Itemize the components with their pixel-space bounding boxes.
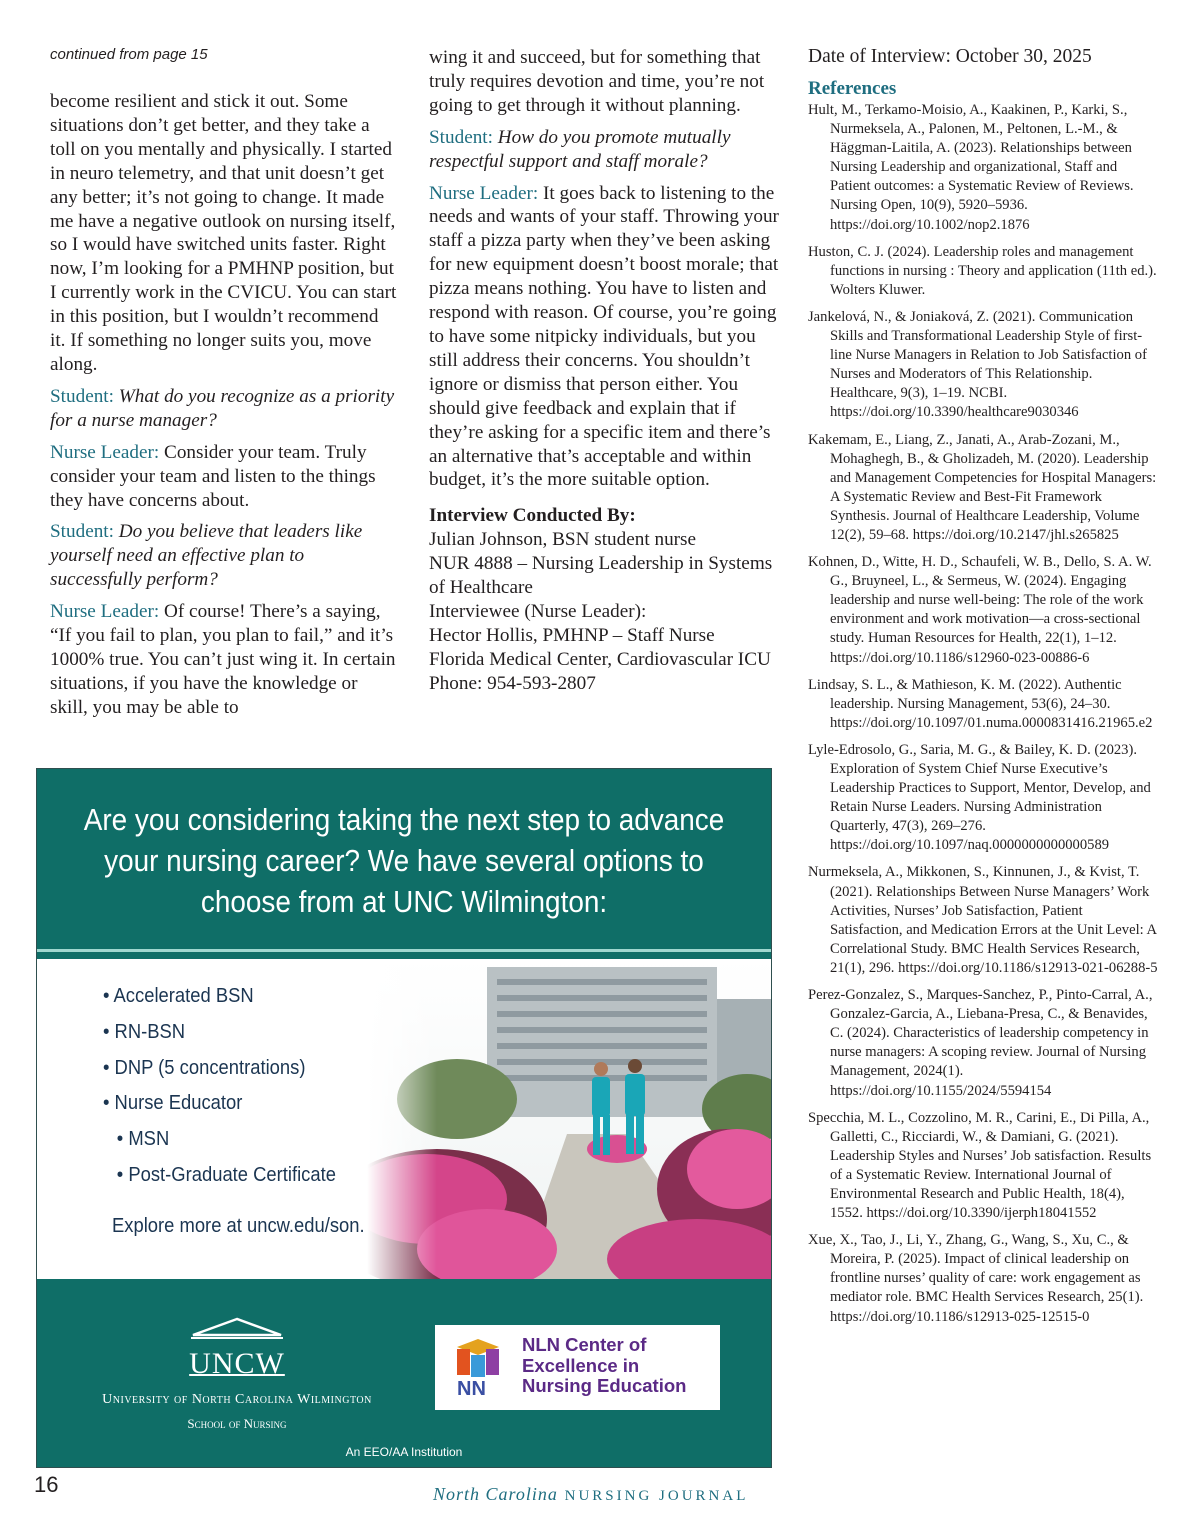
eeo-statement: An EEO/AA Institution [345,1445,463,1459]
speaker-label: Student: [429,126,493,148]
question [50,385,398,433]
speaker-label: Student: [50,521,114,543]
program-list [103,979,336,1194]
program-item: • RN-BSN [103,1020,186,1043]
reference-entry: Specchia, M. L., Cozzolino, M. R., Carini, E., Di Pilla, A., Galletti, C., Ricciardi, W., & Damiani, G. (2021). Leadership Styles and Nurses’ Job satisfaction. Results of a Systematic Review. International Journal of Environmental Research and Public Health, 18(4), 1552. https://doi.org/10.3390/ijerph18041552 [808,1109,1152,1222]
nln-line: NLN Center of [522,1334,647,1355]
university-name: University of North Carolina Wilmington [102,1392,372,1407]
question [50,520,398,592]
speaker-label: Student: [50,385,114,407]
program-item: • DNP (5 concentrations) [103,1056,306,1079]
ad-content-panel [37,959,771,1279]
journal-caps: NURSING JOURNAL [564,1488,749,1504]
program-subitem: • Post-Graduate Certificate [116,1163,336,1186]
reference-entry: Lindsay, S. L., & Mathieson, K. M. (2022). Authentic leadership. Nursing Management, 53(6), 24–30. https://doi.org/10.1097/01.numa.0000831416.21965.e2 [808,676,1153,731]
article-column-1 [50,44,398,720]
conducted-line: Hector Hollis, PMHNP – Staff Nurse [429,624,715,646]
nln-text [522,1335,686,1397]
answer-text: Of course! There’s a saying, “If you fail to plan, you plan to fail,” and it’s 1000% true. You can’t just wing it. In certain situations, if you have the knowledge or skill, you may be able to [50,601,396,718]
svg-text:NN: NN [457,1378,486,1399]
ad-headline: Are you considering taking the next step to advance your nursing career? We have several options to choose from at UNC Wilmington: [83,802,725,919]
reference-entry: Xue, X., Tao, J., Li, Y., Zhang, G., Wang, S., Xu, C., & Moreira, P. (2025). Impact of clinical leadership on frontline nurses’ quality of care: work engagement as mediator role. BMC Health Services Research, 25(1). https://doi.org/10.1186/s12913-025-12515-0 [808,1232,1144,1325]
references-heading: References [808,78,897,99]
nln-line: Excellence in [522,1354,640,1376]
conducted-line: NUR 4888 – Nursing Leadership in Systems of Healthcare [429,553,773,599]
question-text: Do you believe that leaders like yourself need an effective plan to successfully perform? [50,521,363,591]
conducted-line: Julian Johnson, BSN student nurse [429,529,697,551]
program-item: • Nurse Educator [103,1092,243,1115]
building-pediment-icon [189,1317,285,1339]
journal-script: North Carolina [433,1484,558,1504]
uncw-logo [87,1317,387,1432]
reference-entry: Nurmeksela, A., Mikkonen, S., Kinnunen, J., & Kvist, T. (2021). Relationships Between Nurse Managers’ Work Activities, Nurses’ Job Satisfaction, Patient Satisfaction, and Medication Errors at the Unit Level: A Correlational Study. BMC Health Services Research, 21(1), 296. https://doi.org/10.1186/s12913-021-06288-5 [808,864,1158,976]
phone-line: Phone: 954-593-2807 [429,672,596,694]
nln-line: Nursing Education [522,1375,687,1396]
answer [50,600,398,720]
article-column-2 [429,46,779,696]
program-item: • Accelerated BSN [103,985,254,1007]
answer [50,441,398,513]
continued-note: continued from page 15 [50,46,208,63]
uncw-advertisement [36,768,772,1468]
nln-logo-icon [453,1337,503,1399]
page-number: 16 [34,1472,59,1497]
program-subitem: • MSN [116,1128,170,1151]
answer [429,182,779,493]
reference-entry: Jankelová, N., & Joniaková, Z. (2021). Communication Skills and Transformational Leadership Style of first-line Nurse Managers in Relation to Job Satisfaction of Nurses and Moderators of This Relationship. Healthcare, 9(3), 1–19. NCBI. https://doi.org/10.3390/healthcare9030346 [808,308,1147,421]
reference-entry: Huston, C. J. (2024). Leadership roles and management functions in nursing : Theory and application (11th ed.). Wolters Kluwer. [808,243,1157,298]
interview-date: Date of Interview: October 30, 2025 [808,46,1092,67]
question-text: What do you recognize as a priority for a nurse manager? [50,385,395,431]
references-column [808,44,1158,1327]
answer-text: It goes back to listening to the needs and wants of your staff. Throwing your staff a pizza party when they’ve been asking for new equipment doesn’t boost morale; that pizza means nothing. You have to listen and respond with reason. Of course, you’re going to have some nitpicky individuals, but you still address their concerns. You shouldn’t ignore or dismiss that person either. You should give feedback and explain that if they’re asking for a specific item and there’s an alternative that’s acceptable and within budget, it’s the more suitable option. [429,182,779,491]
speaker-label: Nurse Leader: [429,182,539,204]
question [429,126,779,174]
reference-entry: Kakemam, E., Liang, Z., Janati, A., Arab-Zozani, M., Mohaghegh, B., & Gholizadeh, M. (2020). Leadership and Management Competencies for Hospital Managers: A Systematic Review and Best-Fit Framework Synthesis. Journal of Healthcare Leadership, Volume 12(2), 59–68. https://doi.org/10.2147/jhl.s265825 [808,431,1157,543]
ad-divider [37,949,771,952]
campus-photo [367,959,771,1279]
question-text: How do you promote mutually respectful support and staff morale? [429,126,731,172]
paragraph: wing it and succeed, but for something that truly requires devotion and time, you’re not going to get through it without planning. [429,47,765,116]
reference-entry: Hult, M., Terkamo-Moisio, A., Kaakinen, P., Karki, S., Nurmeksela, A., Palonen, M., Peltonen, L.-M., & Häggman-Laitila, A. (2023). Relationships between Nursing Leadership and organizational, Staff and Patient outcomes: a Systematic Review of Reviews. Nursing Open, 10(9), 5920–5936. https://doi.org/10.1002/nop2.1876 [808,102,1134,233]
paragraph: become resilient and stick it out. Some situations don’t get better, and they take a toll on you mentally and physically. I started in neuro telemetry, and that unit doesn’t get any better; it’s not going to change. It made me have a negative outlook on nursing itself, so I would have switched units faster. Right now, I’m looking for a PMHNP position, but I currently work in the CVICU. You can start in this position, but I wouldn’t recommend it. If something no longer suits you, move along. [50,91,397,375]
journal-name [433,1484,748,1505]
uncw-wordmark: UNCW [189,1347,285,1380]
conducted-heading: Interview Conducted By: [429,505,636,527]
explore-link[interactable]: Explore more at uncw.edu/son. [112,1215,365,1237]
conducted-line: Interviewee (Nurse Leader): [429,600,647,622]
reference-entry: Perez-Gonzalez, S., Marques-Sanchez, P., Pinto-Carral, A., Gonzalez-Garcia, A., Liebana-Presa, C., & Benavides, C. (2024). Characteristics of leadership competency in nurse managers: A scoping review. Journal of Nursing Management, 2024(1). https://doi.org/10.1155/2024/5594154 [808,987,1153,1099]
reference-entry: Lyle-Edrosolo, G., Saria, M. G., & Bailey, K. D. (2023). Exploration of System Chief Nurse Executive’s Leadership Practices to Support, Mentor, Develop, and Retain Nurse Leaders. Nursing Administration Quarterly, 47(3), 269–276. https://doi.org/10.1097/naq.0000000000000589 [808,741,1151,854]
school-name: School of Nursing [187,1416,287,1431]
speaker-label: Nurse Leader: [50,601,160,623]
conducted-line: Florida Medical Center, Cardiovascular ICU [429,648,771,670]
speaker-label: Nurse Leader: [50,441,160,463]
nln-badge [435,1325,720,1410]
reference-entry: Kohnen, D., Witte, H. D., Schaufeli, W. B., Dello, S. A. W. G., Bruyneel, L., & Sermeus, W. (2024). Engaging leadership and nurse well-being: The role of the work environment and work motivation—a cross-sectional study. Human Resources for Health, 22(1), 1–12. https://doi.org/10.1186/s12960-023-00886-6 [808,554,1152,666]
answer-text: Consider your team. Truly consider your team and listen to the things they have concerns about. [50,441,376,511]
